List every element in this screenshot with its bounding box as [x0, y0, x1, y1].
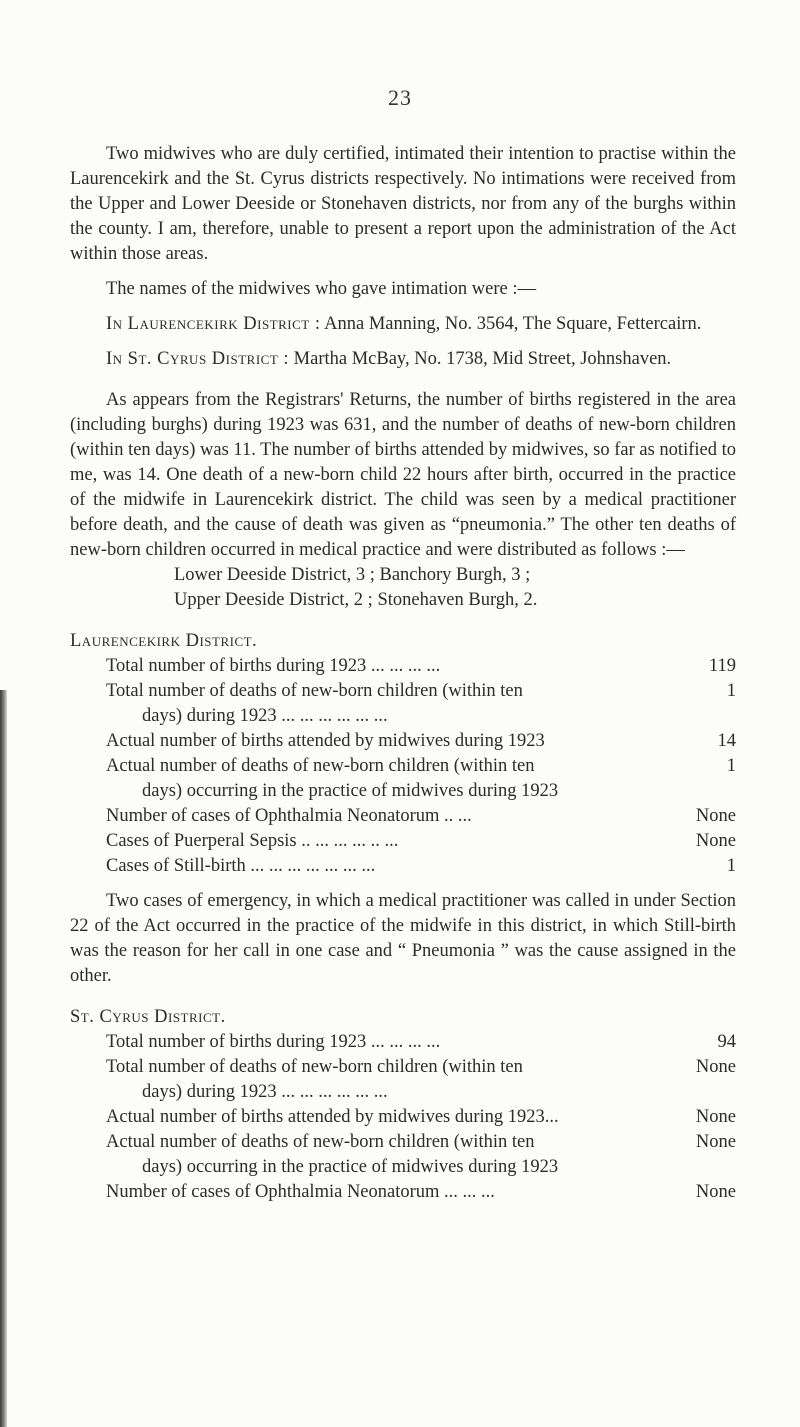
stat-value: None — [695, 831, 736, 851]
stat-label — [106, 679, 666, 729]
distribution-list — [70, 563, 736, 613]
stat-label — [106, 754, 666, 804]
stat-value: 14 — [717, 731, 736, 751]
stat-label-line: Actual number of deaths of new-born children (within ten — [106, 1132, 535, 1152]
stat-row — [70, 1180, 736, 1205]
midwife-details: Martha McBay, No. 1738, Mid Street, Johnshaven. — [293, 349, 672, 369]
stat-label — [106, 804, 666, 829]
stat-label — [106, 1105, 666, 1130]
document-body — [70, 142, 736, 1205]
emergency-paragraph: Two cases of emergency, in which a medical practitioner was called in under Section 22 of the Act occurred in the practice of the midwife in this district, in which Still-birth was the reason for her call in one case and “ Pneumonia ” was the cause assigned in the other. — [70, 891, 736, 986]
stat-label-line: days) during 1923 ... ... ... ... ... ... — [142, 1082, 388, 1102]
stat-label — [106, 1030, 666, 1055]
stat-value: 1 — [726, 681, 736, 701]
stat-row — [70, 654, 736, 679]
stat-value: None — [695, 806, 736, 826]
stat-value: 1 — [726, 756, 736, 776]
st-cyrus-stats — [70, 1030, 736, 1205]
stat-value: None — [695, 1132, 736, 1152]
names-intro: The names of the midwives who gave intimation were :— — [106, 279, 537, 299]
midwife-entry-st-cyrus — [70, 347, 736, 372]
laurencekirk-stats — [70, 654, 736, 879]
stat-label — [106, 1055, 666, 1105]
stat-row — [70, 1055, 736, 1105]
stat-value: None — [695, 1182, 736, 1202]
st-cyrus-heading: St. Cyrus District. — [70, 1007, 226, 1027]
intro-paragraph: Two midwives who are duly certified, intimated their intention to practise within the Laurencekirk and the St. Cyrus districts respectively. No intimations were received from the Upper and Lower Deeside or Stonehaven districts, nor from any of the burghs within the county. I am, therefore, unable to present a report upon the administration of the Act within those areas. — [70, 144, 736, 264]
stat-value: None — [695, 1107, 736, 1127]
stat-label-line: Number of cases of Ophthalmia Neonatorum ... ... ... — [106, 1182, 495, 1202]
stat-label-line: Number of cases of Ophthalmia Neonatorum .. ... — [106, 806, 472, 826]
stat-label-line: Cases of Still-birth ... ... ... ... ... ... ... — [106, 856, 376, 876]
stat-value: None — [695, 1057, 736, 1077]
stat-row — [70, 729, 736, 754]
stat-row — [70, 1030, 736, 1055]
page-binding-edge — [0, 690, 7, 1427]
stat-row — [70, 829, 736, 854]
stat-label-line: Total number of births during 1923 ... ... ... ... — [106, 1032, 441, 1052]
stat-label-line: Total number of deaths of new-born children (within ten — [106, 1057, 523, 1077]
stat-value: 1 — [726, 856, 736, 876]
stat-label-line: Actual number of births attended by midwives during 1923... — [106, 1107, 559, 1127]
stat-label — [106, 854, 666, 879]
midwife-district-label: In Laurencekirk District : — [106, 314, 321, 334]
stat-label-line: Actual number of deaths of new-born children (within ten — [106, 756, 535, 776]
stat-row — [70, 679, 736, 729]
stat-label-line: days) during 1923 ... ... ... ... ... ... — [142, 706, 388, 726]
stat-label-line: days) occurring in the practice of midwives during 1923 — [142, 1157, 559, 1177]
stat-value: 119 — [708, 656, 736, 676]
stat-label-line: Total number of births during 1923 ... ... ... ... — [106, 656, 441, 676]
stat-label — [106, 1180, 666, 1205]
distribution-line: Upper Deeside District, 2 ; Stonehaven Burgh, 2. — [174, 590, 538, 610]
stat-row — [70, 754, 736, 804]
page-number: 23 — [388, 85, 412, 110]
returns-paragraph: As appears from the Registrars' Returns, the number of births registered in the area (including burghs) during 1923 was 631, and the number of deaths of new-born children (within ten days) was 11. The number of births attended by midwives, so far as notified to me, was 14. One death of a new-born child 22 hours after birth, occurred in the practice of the midwife in Laurencekirk district. The child was seen by a medical practitioner before death, and the cause of death was given as “pneumonia.” The other ten deaths of new-born children occurred in medical practice and were distributed as follows :— — [70, 390, 736, 560]
stat-value: 94 — [717, 1032, 736, 1052]
stat-row — [70, 804, 736, 829]
stat-row — [70, 1130, 736, 1180]
midwife-entry-laurencekirk — [70, 312, 736, 337]
midwife-details: Anna Manning, No. 3564, The Square, Fettercairn. — [324, 314, 702, 334]
stat-label — [106, 729, 666, 754]
laurencekirk-heading: Laurencekirk District. — [70, 631, 258, 651]
stat-label — [106, 1130, 666, 1180]
stat-label — [106, 829, 666, 854]
stat-label-line: Cases of Puerperal Sepsis .. ... ... ... .. ... — [106, 831, 399, 851]
stat-row — [70, 854, 736, 879]
stat-label-line: Actual number of births attended by midwives during 1923 — [106, 731, 545, 751]
distribution-line: Lower Deeside District, 3 ; Banchory Burgh, 3 ; — [174, 565, 531, 585]
stat-label-line: days) occurring in the practice of midwives during 1923 — [142, 781, 559, 801]
stat-label-line: Total number of deaths of new-born children (within ten — [106, 681, 523, 701]
midwife-district-label: In St. Cyrus District : — [106, 349, 290, 369]
stat-row — [70, 1105, 736, 1130]
stat-label — [106, 654, 666, 679]
